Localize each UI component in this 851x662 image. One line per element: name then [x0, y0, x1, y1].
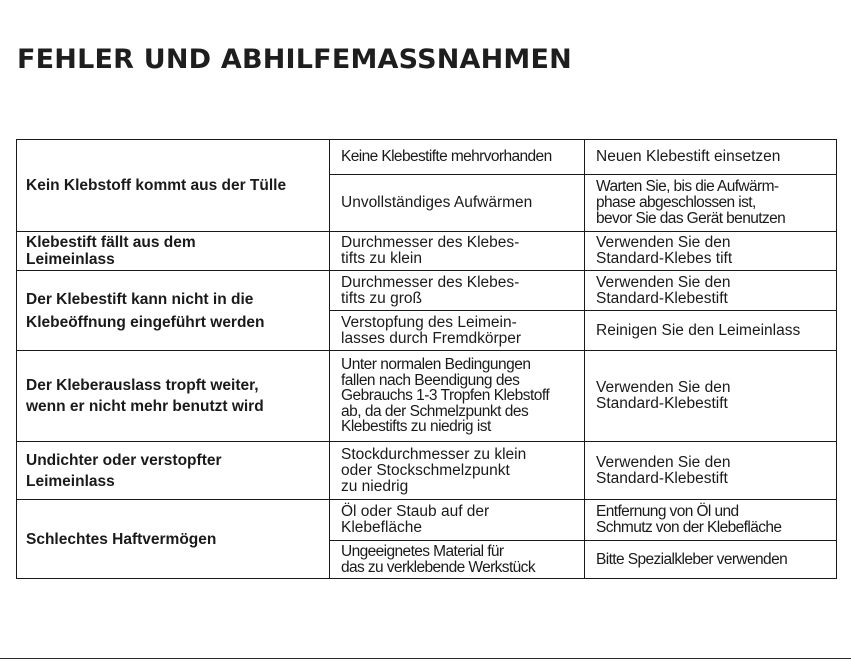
cause-cell	[330, 442, 585, 500]
cause-text: Durchmesser des Klebes-	[341, 234, 520, 251]
cause-cell	[330, 140, 585, 175]
remedy-cell	[585, 140, 837, 175]
remedy-text: Verwenden Sie den	[596, 273, 731, 291]
fault-text: Kein Klebstoff kommt aus der Tülle	[26, 177, 287, 194]
remedy-text: Standard-Klebes tift	[596, 250, 733, 267]
cause-text: Unvollständiges Aufwärmen	[341, 194, 533, 211]
cause-text: Ungeeignetes Material für	[341, 542, 504, 560]
cause-text: lasses durch Fremdkörper	[341, 329, 522, 347]
table-row	[17, 351, 837, 442]
table-row	[17, 442, 837, 500]
cause-text: zu niedrig	[341, 477, 409, 495]
fault-text: Der Kleberauslass tropft weiter,	[26, 377, 259, 394]
cause-text: oder Stockschmelzpunkt	[341, 461, 510, 479]
cause-text: Gebrauchs 1-3 Tropfen Klebstoff	[341, 387, 550, 405]
remedy-text: Neuen Klebestift einsetzen	[596, 148, 781, 165]
remedy-text: Schmutz von der Klebefläche	[596, 519, 782, 536]
remedy-cell	[585, 541, 837, 579]
fault-text: Leimeinlass	[26, 251, 115, 268]
table-row	[17, 271, 837, 311]
remedy-cell	[585, 351, 837, 442]
cause-cell	[330, 311, 585, 351]
remedy-text: Reinigen Sie den Leimeinlass	[596, 321, 801, 339]
remedy-text: Verwenden Sie den	[596, 453, 731, 471]
cause-text: Klebefläche	[341, 519, 423, 536]
troubleshooting-table	[16, 139, 837, 579]
table-row	[17, 232, 837, 271]
remedy-text: Standard-Klebestift	[596, 289, 728, 307]
fault-cell	[17, 232, 330, 271]
cause-text: tifts zu klein	[341, 250, 422, 267]
fault-cell	[17, 442, 330, 500]
fault-cell	[17, 140, 330, 232]
remedy-cell	[585, 442, 837, 500]
remedy-text: Verwenden Sie den	[596, 379, 731, 396]
fault-cell	[17, 351, 330, 442]
table-row	[17, 500, 837, 541]
fault-cell	[17, 500, 330, 579]
remedy-cell	[585, 311, 837, 351]
cause-text: das zu verklebende Werkstück	[341, 558, 535, 576]
cause-cell	[330, 232, 585, 271]
table-row	[17, 140, 837, 175]
fault-text: wenn er nicht mehr benutzt wird	[26, 398, 264, 415]
cause-cell	[330, 351, 585, 442]
page-bottom-rule	[0, 658, 851, 659]
cause-text: Öl oder Staub auf der	[341, 503, 490, 520]
remedy-text: phase abgeschlossen ist,	[596, 194, 756, 211]
fault-text: Schlechtes Haftvermögen	[26, 530, 217, 548]
fault-text: Klebeöffnung eingeführt werden	[26, 313, 265, 331]
remedy-cell	[585, 232, 837, 271]
remedy-text: Bitte Spezialkleber verwenden	[596, 550, 788, 568]
fault-text: Der Klebestift kann nicht in die	[26, 290, 254, 308]
remedy-text: Standard-Klebestift	[596, 469, 728, 487]
cause-text: Verstopfung des Leimein-	[341, 313, 517, 331]
fault-text: Leimeinlass	[26, 472, 115, 490]
remedy-text: Entfernung von Öl und	[596, 503, 739, 520]
cause-text: Stockdurchmesser zu klein	[341, 445, 527, 463]
cause-text: Durchmesser des Klebes-	[341, 273, 520, 291]
cause-text: ab, da der Schmelzpunkt des	[341, 402, 529, 420]
remedy-text: Verwenden Sie den	[596, 234, 731, 251]
cause-text: tifts zu groß	[341, 289, 422, 307]
cause-text: Unter normalen Bedingungen	[341, 356, 531, 374]
page-title: FEHLER UND ABHILFEMASSNAHMEN	[17, 44, 572, 75]
remedy-text: bevor Sie das Gerät benutzen	[596, 210, 786, 227]
cause-text: Klebestifts zu niedrig ist	[341, 418, 491, 436]
remedy-text: Warten Sie, bis die Aufwärm-	[596, 178, 779, 195]
remedy-cell	[585, 500, 837, 541]
cause-cell	[330, 175, 585, 232]
remedy-cell	[585, 271, 837, 311]
fault-cell	[17, 271, 330, 351]
cause-cell	[330, 271, 585, 311]
fault-text: Undichter oder verstopfter	[26, 451, 222, 469]
cause-text: fallen nach Beendigung des	[341, 371, 520, 389]
cause-cell	[330, 500, 585, 541]
cause-cell	[330, 541, 585, 579]
fault-text: Klebestift fällt aus dem	[26, 234, 196, 251]
remedy-text: Standard-Klebestift	[596, 395, 728, 412]
remedy-cell	[585, 175, 837, 232]
cause-text: Keine Klebestifte mehrvorhanden	[341, 148, 552, 165]
